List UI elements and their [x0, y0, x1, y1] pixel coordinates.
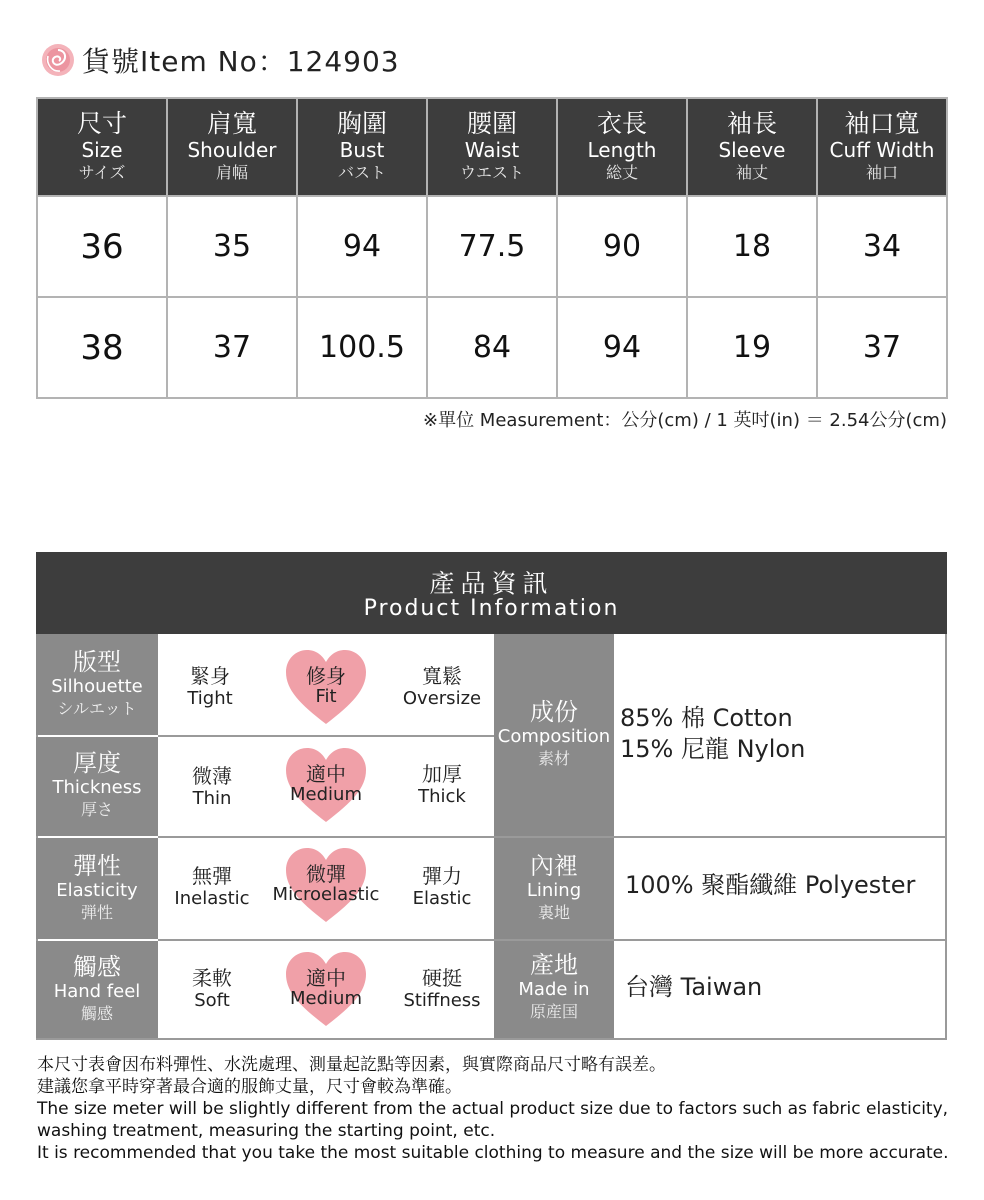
label-en: Silhouette: [51, 676, 143, 697]
table-cell: 77.5: [427, 196, 557, 297]
column-header-zh: 衣長: [596, 109, 647, 138]
column-header-zh: 尺寸: [76, 109, 127, 138]
column-header-en: Shoulder: [187, 138, 277, 162]
option-zh: 緊身: [190, 664, 230, 688]
option-zh: 加厚: [422, 762, 462, 786]
option-tight: [150, 664, 270, 710]
option-zh: 微彈: [306, 862, 346, 886]
option-elastic: [382, 864, 502, 910]
divider: [36, 1038, 947, 1040]
selected-option-fit: [286, 650, 366, 726]
product-information-title-zh: 產品資訊: [429, 569, 554, 598]
option-inelastic: [152, 864, 272, 910]
label-en: Made in: [518, 979, 590, 1000]
label-ja: 裏地: [537, 903, 570, 922]
label-elasticity: [36, 838, 158, 939]
option-thin: [152, 764, 272, 810]
option-en: Medium: [290, 784, 362, 805]
label-silhouette: [36, 634, 158, 735]
column-header-zh: 腰圍: [466, 109, 517, 138]
label-zh: 觸感: [73, 953, 121, 981]
label-ja: 厚さ: [80, 800, 113, 819]
column-header-en: Cuff Width: [829, 138, 935, 162]
column-header-zh: 胸圍: [336, 109, 387, 138]
footnote: [37, 1054, 957, 1164]
table-cell: 35: [167, 196, 297, 297]
column-header-zh: 袖口寬: [844, 109, 920, 138]
label-composition: [494, 634, 614, 836]
option-en: Microelastic: [272, 884, 380, 905]
column-header-bust: [297, 98, 427, 196]
column-header-waist: [427, 98, 557, 196]
selected-option-microelastic: [272, 848, 380, 924]
composition-line: 15% 尼龍 Nylon: [620, 735, 806, 763]
footnote-line: It is recommended that you take the most suitable clothing to measure and the size will be more accurate.: [37, 1143, 949, 1163]
lining-value: 100% 聚酯纖維 Polyester: [625, 871, 916, 899]
label-zh: 厚度: [73, 749, 121, 777]
table-cell: 94: [557, 297, 687, 398]
column-header-ja: 肩幅: [215, 163, 248, 182]
label-made-in: [494, 941, 614, 1038]
rose-icon: [40, 42, 76, 78]
option-thick: [382, 762, 502, 808]
label-ja: 素材: [537, 749, 570, 768]
composition-line: 85% 棉 Cotton: [620, 704, 793, 732]
footnote-line: 建議您拿平時穿著最合適的服飾丈量，尺寸會較為準確。: [37, 1077, 462, 1097]
table-cell-size: 36: [37, 196, 167, 297]
column-header-sleeve: [687, 98, 817, 196]
option-zh: 微薄: [192, 764, 232, 788]
option-en: Inelastic: [174, 888, 250, 909]
size-table-header-row: [37, 98, 947, 196]
column-header-ja: 袖口: [865, 163, 898, 182]
composition-value: [620, 703, 805, 765]
option-en: Tight: [187, 688, 233, 709]
size-table: [36, 97, 948, 399]
label-ja: 原産国: [529, 1002, 578, 1021]
label-hand-feel: [36, 941, 158, 1038]
option-zh: 適中: [306, 966, 346, 990]
column-header-zh: 肩寬: [206, 109, 257, 138]
column-header-cuff-width: [817, 98, 947, 196]
table-cell: 34: [817, 196, 947, 297]
column-header-en: Waist: [464, 138, 520, 162]
table-cell-size: 38: [37, 297, 167, 398]
column-header-ja: 袖丈: [735, 163, 768, 182]
column-header-size: [37, 98, 167, 196]
label-ja: 觸感: [80, 1004, 113, 1023]
footnote-line: The size meter will be slightly different from the actual product size due to factors such as fabric elasticity,: [37, 1099, 949, 1119]
selected-option-medium: [286, 952, 366, 1028]
label-en: Elasticity: [56, 880, 138, 901]
option-oversize: [382, 664, 502, 710]
option-en: Soft: [194, 990, 230, 1011]
option-stiffness: [382, 966, 502, 1012]
option-zh: 適中: [306, 762, 346, 786]
column-header-ja: バスト: [337, 163, 386, 182]
column-header-length: [557, 98, 687, 196]
label-ja: シルエット: [57, 699, 137, 718]
label-zh: 版型: [73, 648, 121, 676]
column-header-en: Bust: [339, 138, 385, 162]
option-zh: 柔軟: [192, 966, 232, 990]
label-zh: 內裡: [530, 852, 578, 880]
table-cell: 18: [687, 196, 817, 297]
option-en: Stiffness: [403, 990, 481, 1011]
option-zh: 無彈: [192, 864, 232, 888]
label-thickness: [36, 737, 158, 836]
option-en: Medium: [290, 988, 362, 1009]
option-zh: 彈力: [422, 864, 462, 888]
option-en: Thin: [192, 788, 232, 809]
option-en: Oversize: [402, 688, 482, 709]
item-number-header: [40, 40, 400, 80]
label-zh: 彈性: [73, 852, 121, 880]
label-ja: 弾性: [80, 903, 113, 922]
product-information-title: [36, 552, 947, 634]
column-header-en: Sleeve: [718, 138, 786, 162]
label-zh: 成份: [530, 698, 578, 726]
table-cell: 94: [297, 196, 427, 297]
table-cell: 19: [687, 297, 817, 398]
unit-note: ※單位 Measurement：公分(cm) / 1 英吋(in) ＝ 2.54公分(cm): [423, 410, 947, 431]
selected-option-medium: [286, 748, 366, 824]
table-cell: 84: [427, 297, 557, 398]
divider: [158, 735, 494, 737]
option-zh: 硬挺: [422, 966, 462, 990]
option-en: Elastic: [412, 888, 472, 909]
column-header-ja: 総丈: [605, 163, 638, 182]
label-zh: 產地: [530, 951, 578, 979]
table-row: [37, 297, 947, 398]
option-zh: 寬鬆: [422, 664, 462, 688]
option-en: Fit: [315, 686, 337, 707]
option-soft: [152, 966, 272, 1012]
footnote-line: 本尺寸表會因布料彈性、水洗處理、測量起訖點等因素，與實際商品尺寸略有誤差。: [37, 1055, 666, 1075]
product-information-panel: [36, 552, 947, 1040]
table-cell: 90: [557, 196, 687, 297]
table-cell: 37: [817, 297, 947, 398]
option-en: Thick: [418, 786, 466, 807]
item-number-label: 貨號Item No：124903: [82, 45, 400, 78]
column-header-shoulder: [167, 98, 297, 196]
column-header-zh: 袖長: [726, 109, 777, 138]
origin-value: 台灣 Taiwan: [625, 973, 763, 1001]
label-lining: [494, 838, 614, 939]
table-cell: 37: [167, 297, 297, 398]
label-en: Thickness: [52, 777, 142, 798]
label-en: Hand feel: [53, 981, 141, 1002]
column-header-ja: サイズ: [78, 163, 126, 182]
column-header-en: Size: [81, 138, 123, 162]
table-cell: 100.5: [297, 297, 427, 398]
column-header-ja: ウエスト: [459, 163, 524, 182]
label-en: Lining: [526, 880, 582, 901]
product-information-title-en: Product Information: [363, 596, 620, 621]
label-en: Composition: [497, 726, 611, 747]
table-row: [37, 196, 947, 297]
option-zh: 修身: [306, 664, 346, 688]
column-header-en: Length: [587, 138, 657, 162]
footnote-line: washing treatment, measuring the starting point, etc.: [37, 1121, 496, 1141]
